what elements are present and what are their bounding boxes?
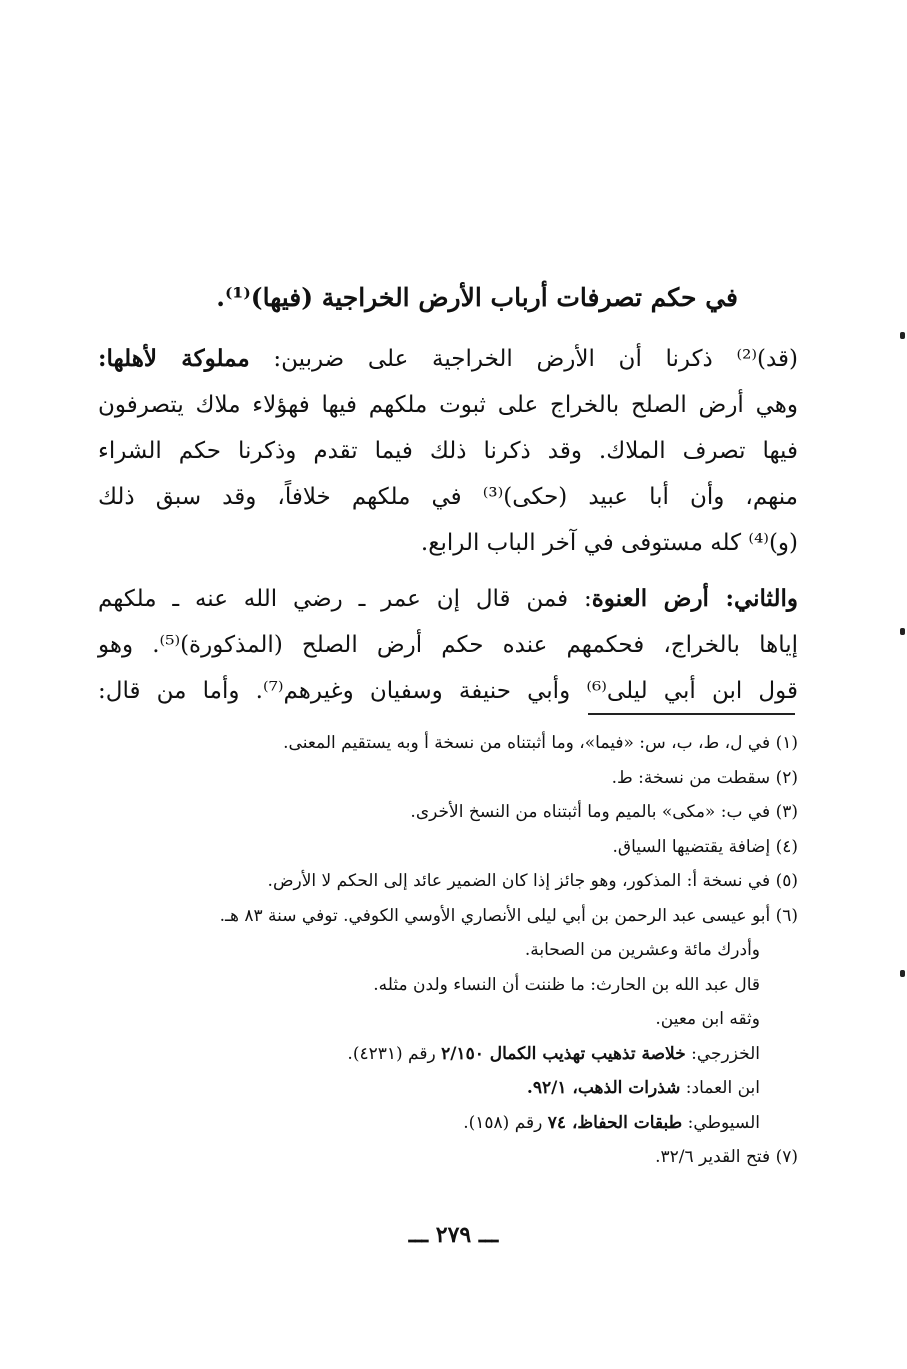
paragraph-line: منهم، وأن أبا عبيد (حكى)⁽³⁾ في ملكهم خلافاً، وقد سبق ذلك [98,484,798,510]
scan-mark [900,628,905,635]
footnote-2: (٢) سقطت من نسخة: ط. [611,767,798,788]
bold-phrase: أرض العنوة [591,585,709,612]
footnote-6-line: وثقه ابن معين. [655,1009,760,1029]
bold-phrase: مملوكة لأهلها: [98,345,250,372]
section-title: في حكم تصرفات أرباب الأرض الخراجية (فيها)⁽¹⁾. [216,283,738,312]
footnote-6: (٦) أبو عيسى عبد الرحمن بن أبي ليلى الأنصاري الأوسي الكوفي. توفي سنة ٨٣ هـ. [219,905,798,926]
footnote-6-reference: ابن العماد: شذرات الذهب، ٩٢/١. [526,1078,760,1098]
paragraph-line: إياها بالخراج، فحكمهم عنده حكم أرض الصلح (المذكورة)⁽⁵⁾. وهو [98,632,799,658]
footnote-5: (٥) في نسخة أ: المذكور، وهو جائز إذا كان الضمير عائد إلى الحكم لا الأرض. [267,871,798,891]
paragraph-line: والثاني: أرض العنوة: فمن قال إن عمر ـ رضي الله عنه ـ ملكهم [98,585,798,612]
footnote-6-line: قال عبد الله بن الحارث: ما ظننت أن النساء ولدن مثله. [373,974,760,995]
page-number: ـــ ٢٧٩ ـــ [408,1222,499,1248]
paragraph-line: قول ابن أبي ليلى⁽⁶⁾ وأبي حنيفة وسفيان وغيرهم⁽⁷⁾. وأما من قال: [98,678,798,704]
footnote-6-line: وأدرك مائة وعشرين من الصحابة. [524,940,760,960]
footnote-1: (١) في ل، ط، ب، س: «فيما»، وما أثبتناه من نسخة أ وبه يستقيم المعنى. [283,733,798,753]
footnote-4: (٤) إضافة يقتضيها السياق. [612,836,798,857]
footnotes [98,726,798,1175]
footnote-6-reference: الخزرجي: خلاصة تذهيب تهذيب الكمال ٢/١٥٠ رقم (٤٢٣١). [347,1043,760,1064]
paragraph-line: وهي أرض الصلح بالخراج على ثبوت ملكهم فيها فهؤلاء ملاك يتصرفون [98,392,798,418]
footnote-6-reference: السيوطي: طبقات الحفاظ، ٧٤ رقم (١٥٨). [463,1112,760,1133]
scan-mark [900,970,905,977]
paragraph-line: (و)⁽⁴⁾ كله مستوفى في آخر الباب الرابع. [420,530,798,556]
scan-mark [900,332,905,339]
paragraph-1 [98,336,798,566]
paragraph-line: (قد)⁽²⁾ ذكرنا أن الأرض الخراجية على ضربين: مملوكة لأهلها: [98,345,798,372]
footnote-7: (٧) فتح القدير ٣٢/٦. [655,1147,798,1167]
footnote-3: (٣) في ب: «مكى» بالميم وما أثبتناه من النسخ الأخرى. [410,802,798,822]
paragraph-2 [98,576,798,714]
footnote-separator [588,713,795,715]
paragraph-line: فيها تصرف الملاك. وقد ذكرنا ذلك فيما تقدم وذكرنا حكم الشراء [98,438,798,464]
